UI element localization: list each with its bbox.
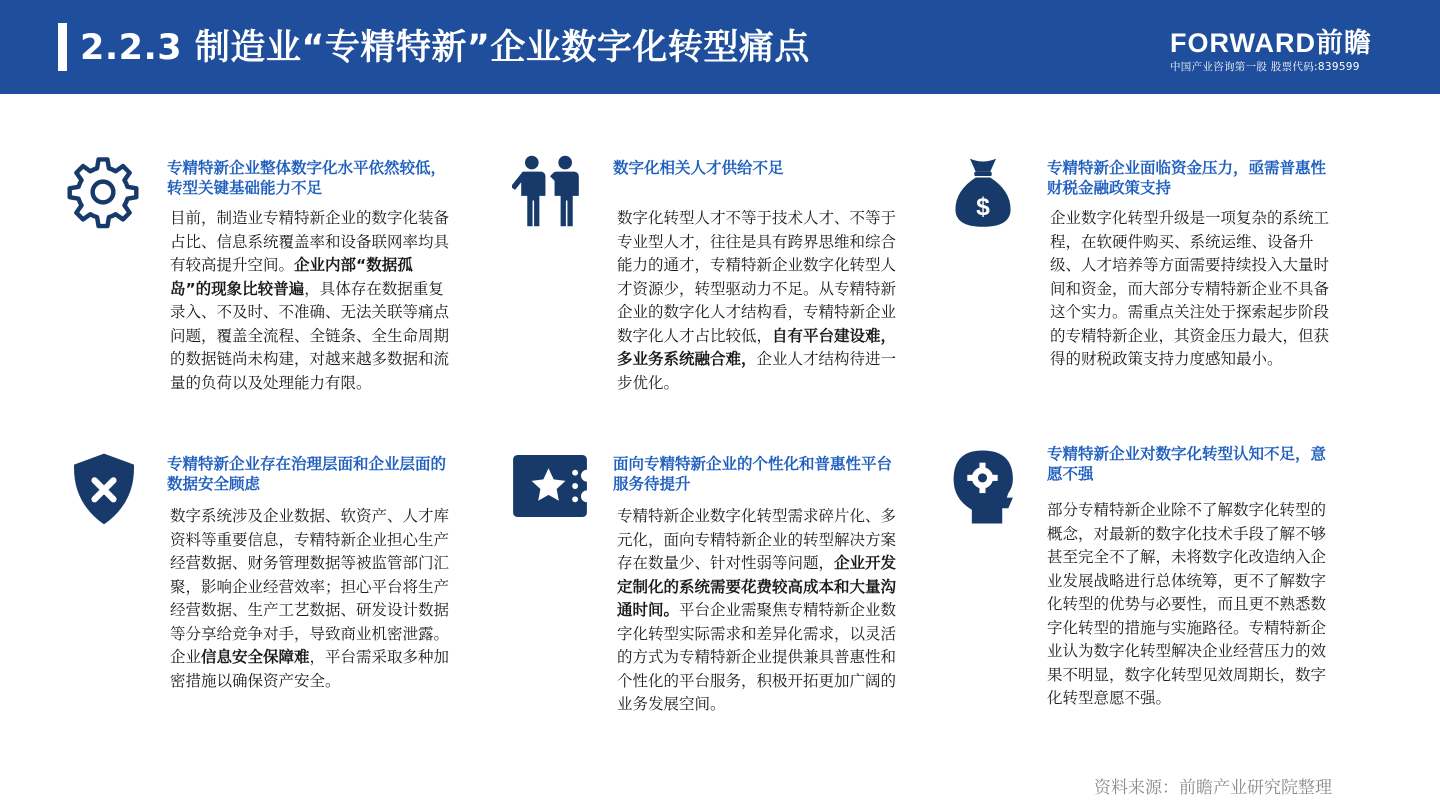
card-body-talent <box>617 207 899 395</box>
body-text: ，具体存在数据重复录入、不及时、不准确、无法关联等痛点问题，覆盖全流程、全链条、全生命周期的数据链尚未构建，对越来越多数据和流量的负荷以及处理能力有限。 <box>170 279 450 392</box>
head-gear-icon <box>952 449 1016 525</box>
card-body-funding <box>1050 207 1332 372</box>
emphasis-text: 自有平台建设难，多业务系统融合难， <box>617 326 897 368</box>
card-body-awareness <box>1047 499 1332 711</box>
body-text: 企业数字化转型升级是一项复杂的系统工程，在软硬件购买、系统运维、设备升级、人才培养等方面需要持续投入大量时间和资金，而大部分专精特新企业不具备这个实力。需重点关注处于探索起步阶段的专精特新企业，其资金压力最大，但获得的财税政策支持力度感知最小。 <box>1050 209 1330 368</box>
card-body-digital-level <box>170 207 452 395</box>
body-text: 数字系统涉及企业数据、软资产、人才库资料等重要信息，专精特新企业担心生产经营数据、财务管理数据等被监管部门汇聚，影响企业经营效率；担心平台将生产经营数据、生产工艺数据、研发设计数据等分享给竞争对手，导致商业机密泄露。企业 <box>170 507 450 666</box>
body-text: 平台企业需聚焦专精特新企业数字化转型实际需求和差异化需求，以灵活的方式为专精特新企业提供兼具普惠性和个性化的平台服务，积极开拓更加广阔的业务发展空间。 <box>617 601 897 713</box>
title-accent-bar <box>58 23 67 71</box>
money-bag-icon <box>954 155 1012 229</box>
body-text: 专精特新企业数字化转型需求碎片化、多元化，面向专精特新企业的转型解决方案存在数量少、针对性弱等问题， <box>617 507 897 572</box>
svg-text:$: $ <box>976 194 990 222</box>
card-title-digital-level: 专精特新企业整体数字化水平依然较低，转型关键基础能力不足 <box>167 159 447 197</box>
body-text: 数字化转型人才不等于技术人才、不等于专业型人才，往往是具有跨界思维和综合能力的通才，专精特新企业数字化转型人才资源少，转型驱动力不足。从专精特新企业的数字化人才结构看，专精特新企业数字化人才占比较低， <box>617 209 897 345</box>
logo-subtitle: 中国产业咨询第一股 股票代码:839599 <box>1170 61 1360 73</box>
body-text: 目前，制造业专精特新企业的数字化装备占比、信息系统覆盖率和设备联网率均具有较高提升空间。 <box>170 209 450 274</box>
people-icon <box>512 155 588 227</box>
header-banner <box>0 0 1440 94</box>
emphasis-text: 信息安全保障难 <box>201 648 310 666</box>
card-title-funding: 专精特新企业面临资金压力，亟需普惠性财税金融政策支持 <box>1047 159 1327 197</box>
shield-x-icon <box>72 452 136 526</box>
emphasis-text: 企业内部“数据孤岛”的现象比较普遍 <box>170 256 413 298</box>
body-text: 企业人才结构待进一步优化。 <box>617 350 897 392</box>
card-body-platform-service <box>617 505 899 717</box>
logo-wordmark: FORWARD前瞻 <box>1170 28 1372 58</box>
body-text: 部分专精特新企业除不了解数字化转型的概念，对最新的数字化技术手段了解不够甚至完全不了解，未将数字化改造纳入企业发展战略进行总体统筹，更不了解数字化转型的优势与必要性，而且更不熟悉数字化转型的措施与实施路径。专精特新企业认为数字化转型解决企业经营压力的效果不明显，数字化转型见效周期长，数字化转型意愿不强。 <box>1047 501 1327 707</box>
card-title-talent: 数字化相关人才供给不足 <box>613 159 784 177</box>
body-text: ，平台需采取多种加密措施以确保资产安全。 <box>170 648 450 690</box>
source-note: 资料来源：前瞻产业研究院整理 <box>1094 778 1332 798</box>
card-title-awareness: 专精特新企业对数字化转型认知不足，意愿不强 <box>1047 445 1327 483</box>
card-body-data-security <box>170 505 452 693</box>
forward-logo <box>1170 28 1390 74</box>
gear-icon <box>66 155 140 229</box>
card-title-platform-service: 面向专精特新企业的个性化和普惠性平台服务待提升 <box>613 455 893 493</box>
card-title-data-security: 专精特新企业存在治理层面和企业层面的数据安全顾虑 <box>167 455 447 493</box>
ticket-star-icon <box>513 455 587 517</box>
emphasis-text: 企业开发定制化的系统需要花费较高成本和大量沟通时间。 <box>617 554 897 619</box>
page-title: 2.2.3 制造业“专精特新”企业数字化转型痛点 <box>80 28 810 68</box>
